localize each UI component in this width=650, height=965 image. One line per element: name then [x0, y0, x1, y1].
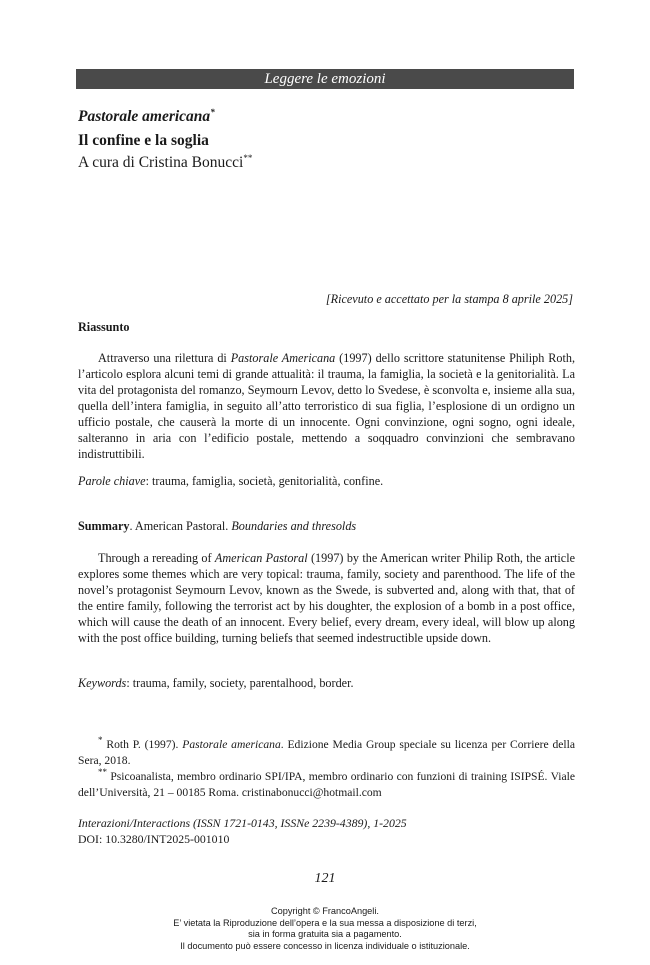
riassunto-keywords: Parole chiave: trauma, famiglia, società, genitorialità, confine. — [78, 474, 384, 488]
summary-body: Through a rereading of American Pastoral (1997) by the American writer Philip Roth, the article explores some themes which are very topical: trauma, family, society and parenthood. The life of the novel’s protagonist Seymourn Levov, known as the Swede, is subverted and, along with that, that of the entire family, following the terrorist act by his doughter, the explosion of a bomb in a post office, which will cause the death of an innocent. Every belief, every dream, every ideal, will blow up along with the post office building, turning beliefs that seemed indestructible upside down. — [78, 551, 575, 645]
author-line: A cura di Cristina Bonucci** — [78, 152, 253, 171]
received-date: [Ricevuto e accettato per la stampa 8 aprile 2025] — [325, 292, 573, 306]
article-title: Pastorale americana* — [78, 106, 215, 125]
journal-citation: Interazioni/Interactions (ISSN 1721-0143, ISSNe 2239-4389), 1-2025 — [78, 816, 407, 830]
copyright-notice: Copyright © FrancoAngeli. E’ vietata la Riproduzione dell’opera e la sua messa a disposizione di terzi, sia in forma gratuita sia a pagamento. Il documento può essere concesso in licenza individuale o istituzionale. — [173, 906, 477, 951]
summary-keywords: Keywords: trauma, family, society, parentalhood, border. — [78, 676, 354, 690]
article-subtitle: Il confine e la soglia — [78, 132, 209, 149]
footnote-1: * Roth P. (1997). Pastorale americana. Edizione Media Group speciale su licenza per Corriere della Sera, 2018. — [78, 735, 575, 767]
footnote-2: ** Psicoanalista, membro ordinario SPI/IPA, membro ordinario con funzioni di training ISIPSÉ. Viale dell’Università, 21 – 00185 Roma. cristinabonucci@hotmail.com — [78, 767, 575, 799]
journal-doi: DOI: 10.3280/INT2025-001010 — [78, 832, 230, 846]
author-footnote-mark: ** — [243, 152, 253, 163]
riassunto-body: Attraverso una rilettura di Pastorale Americana (1997) dello scrittore statunitense Philiph Roth, l’articolo esplora alcuni temi di grande attualità: il trauma, la famiglia, la società e la genitorialità. La vita del protagonista del romanzo, Seymourn Levov, detto lo Svedese, è sconvolta e, insieme alla sua, quella dell’intera famiglia, in seguito all’atto terroristico di sua figlia, l’esplosione di un ordigno un ufficio postale, che causerà la morte di un innocente. Ogni convinzione, ogni sogno, ogni ideale, salteranno in aria con l’edificio postale, mettendo a soqquadro convinzioni che sembravano indistruttibili. — [78, 351, 576, 461]
section-header — [76, 69, 574, 89]
title-footnote-mark: * — [210, 106, 215, 117]
section-title: Leggere le emozioni — [264, 71, 386, 87]
summary-heading: Summary. American Pastoral. Boundaries and thresolds — [78, 519, 357, 533]
riassunto-heading: Riassunto — [78, 320, 130, 334]
page-number: 121 — [314, 871, 336, 886]
journal-info — [78, 815, 407, 847]
